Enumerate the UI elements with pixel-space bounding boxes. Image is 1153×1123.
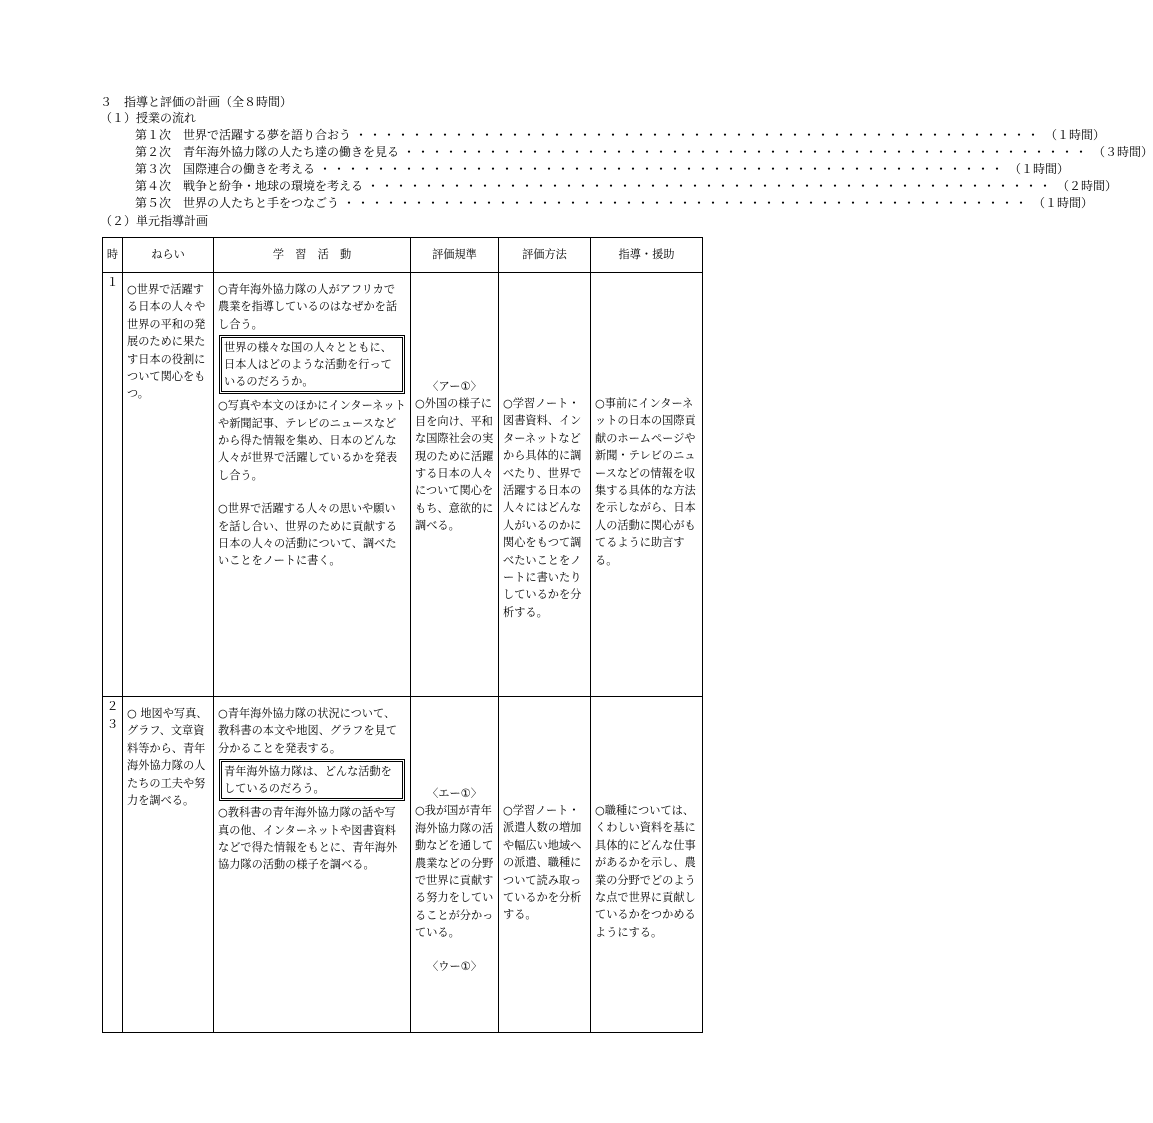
key-question-box: 世界の様々な国の人々とともに、日本人はどのような活動を行っているのだろうか。 [219,335,405,394]
criteria-cell [411,697,499,1033]
col-header-method: 評価方法 [499,238,591,273]
leader-dots: ・・・・・・・・・・・・・・・・・・・・・・・・・・・・・・・・・・・・・・・・・・・・・・・・・ [403,145,1090,159]
leader-dots: ・・・・・・・・・・・・・・・・・・・・・・・・・・・・・・・・・・・・・・・・・・・・・・・・・ [319,162,1006,176]
col-header-aim: ねらい [123,238,214,273]
leader-dots: ・・・・・・・・・・・・・・・・・・・・・・・・・・・・・・・・・・・・・・・・・・・・・・・・・ [367,179,1054,193]
flow-item [135,127,1106,144]
support-cell [591,697,703,1033]
activity-cell [214,697,411,1033]
flow-item-time: （１時間） [1045,128,1106,142]
col-header-hour: 時 [103,238,123,273]
flow-item [135,161,1070,178]
flow-item-label: 第２次 青年海外協力隊の人たち達の働きを見る [135,145,400,159]
activity-item: ○青年海外協力隊の状況について、教科書の本文や地図、グラフを見て分かることを発表する。 [218,707,398,755]
col-header-support: 指導・援助 [591,238,703,273]
method-cell [499,273,591,697]
flow-item-label: 第５次 世界の人たちと手をつなごう [135,196,340,210]
method-text: ○学習ノート・派遣人数の増加や幅広い地域への派遣、職種について読み取っているかを分析する。 [503,804,582,922]
flow-item-label: 第１次 世界で活躍する夢を語り合おう [135,128,352,142]
activity-item: ○青年海外協力隊の人がアフリカで農業を指導しているのはなぜかを話し合う。 [218,283,398,331]
flow-item-time: （２時間） [1057,179,1118,193]
criteria-tag: 〈エー①〉 [427,787,482,800]
table-header-row [103,238,703,273]
flow-item [135,144,1153,161]
unit-plan-table [102,237,703,1033]
flow-item-time: （３時間） [1093,145,1153,159]
criteria-tag: 〈ウー①〉 [427,959,482,973]
flow-item-time: （１時間） [1009,162,1070,176]
activity-item: ○世界で活躍する人々の思いや願いを話し合い、世界のために貢献する日本の人々の活動について、調べたいことをノートに書く。 [218,502,398,568]
support-cell [591,273,703,697]
leader-dots: ・・・・・・・・・・・・・・・・・・・・・・・・・・・・・・・・・・・・・・・・・・・・・・・・・ [343,196,1030,210]
criteria-cell [411,273,499,697]
flow-item-label: 第４次 戦争と紛争・地球の環境を考える [135,179,364,193]
hour-value: １ [106,275,119,289]
aim-text: ○ 地図や写真、グラフ、文章資料等から、青年海外協力隊の人たちの工夫や努力を調べる。 [127,707,208,808]
method-text: ○学習ノート・図書資料、インターネットなどから具体的に調べたり、世界で活躍する日本の人々にはどんな人がいるのかに関心をもつて調べたいことをノートに書いたりしているかを分析する。 [503,397,582,619]
hour-cell [103,273,123,697]
criteria-tag: 〈アー①〉 [427,380,482,393]
support-text: ○事前にインターネットの日本の国際貢献のホームページや新聞・テレビのニュースなどの情報を収集する具体的な方法を示しながら、日本人の活動に関心がもてるように助言する。 [595,397,696,567]
key-question-box: 青年海外協力隊は、どんな活動をしているのだろう。 [219,759,405,801]
leader-dots: ・・・・・・・・・・・・・・・・・・・・・・・・・・・・・・・・・・・・・・・・・・・・・・・・・ [355,128,1042,142]
hour-cell [103,697,123,1033]
flow-item-time: （１時間） [1033,196,1094,210]
support-text: ○職種については、くわしい資料を基に具体的にどんな仕事があるかを示し、農業の分野でどのような点で世界に貢献しているかをつかめるようにする。 [595,804,696,939]
col-header-activity: 学 習 活 動 [214,238,411,273]
method-cell [499,697,591,1033]
activity-item: ○教科書の青年海外協力隊の話や写真の他、インターネットや図書資料などで得た情報をもとに、青年海外協力隊の活動の様子を調べる。 [218,806,398,872]
aim-cell [123,697,214,1033]
hour-value: ２ ３ [106,699,119,731]
activity-cell [214,273,411,697]
flow-item-label: 第３次 国際連合の働きを考える [135,162,316,176]
subsection-flow-title: （１）授業の流れ [100,111,197,125]
subsection-plan-title: （２）単元指導計画 [100,214,209,228]
criteria-text: ○外国の様子に目を向け、平和な国際社会の実現のために活躍する日本の人々について関心をもち、意欲的に調べる。 [415,397,494,533]
section-heading: ３ 指導と評価の計画（全８時間） [100,95,293,109]
activity-item: ○写真や本文のほかにインターネットや新聞記事、テレビのニュースなどから得た情報を集め、日本のどんな人々が世界で活躍しているかを発表し合う。 [218,399,406,482]
table-row [103,697,703,1033]
col-header-criteria: 評価規準 [411,238,499,273]
table-row [103,273,703,697]
flow-item [135,195,1094,212]
aim-text: ○世界で活躍する日本の人々や世界の平和の発展のために果たす日本の役割について関心をもつ。 [127,283,206,401]
aim-cell [123,273,214,697]
criteria-text: ○我が国が青年海外協力隊の活動などを通して農業などの分野で世界に貢献する努力をしていることが分かっている。 [415,804,494,940]
flow-item [135,178,1118,195]
